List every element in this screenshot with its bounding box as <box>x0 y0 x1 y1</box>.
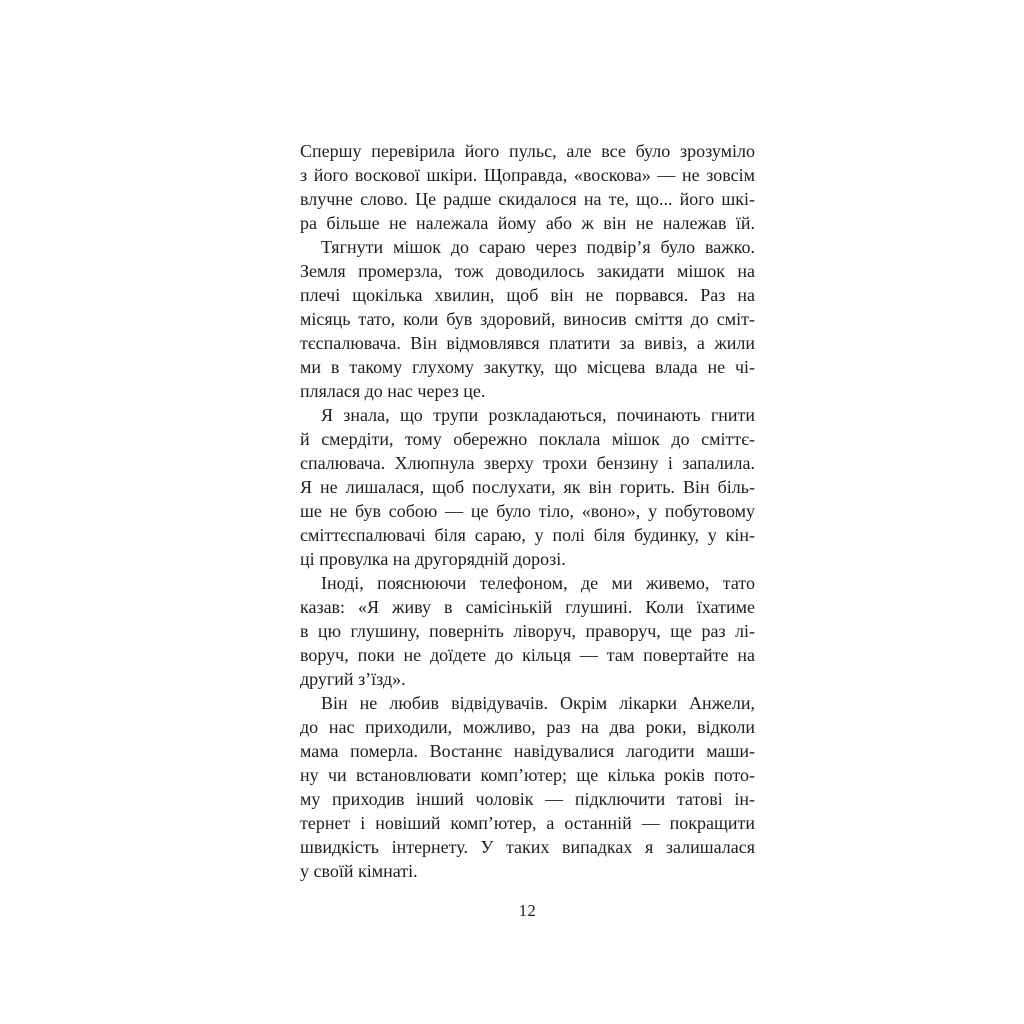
text-line: казав: «Я живу в самісінькій глушині. Коли їхатиме <box>300 597 755 617</box>
text-line: з його воскової шкіри. Щоправда, «воскова» — не зовсім <box>300 165 755 185</box>
text-line: Іноді, пояснюючи телефоном, де ми живемо, тато <box>321 573 755 593</box>
text-line: му приходив інший чоловік — підключити татові ін- <box>300 789 755 809</box>
text-line: ше не був собою — це було тіло, «воно», у побутовому <box>300 501 755 521</box>
text-line: Я знала, що трупи розкладаються, починають гнити <box>321 405 755 425</box>
text-line: у своїй кімнаті. <box>300 861 418 881</box>
text-line: спалювача. Хлюпнула зверху трохи бензину і запалила. <box>300 453 755 473</box>
text-line: швидкість інтернету. У таких випадках я залишалася <box>300 837 755 857</box>
text-line: Я не лишалася, щоб послухати, як він горить. Він біль- <box>300 477 755 497</box>
text-line: Земля промерзла, тож доводилось закидати мішок на <box>300 261 755 281</box>
text-line: до нас приходили, можливо, раз на два роки, відколи <box>300 717 755 737</box>
paragraph <box>300 235 755 403</box>
text-line: другий з’їзд». <box>300 669 406 689</box>
paragraph <box>300 691 755 883</box>
text-line: плялася до нас через це. <box>300 381 486 401</box>
text-line: місяць тато, коли був здоровий, виносив сміття до сміт- <box>300 309 755 329</box>
text-line: ми в такому глухому закутку, що місцева влада не чі- <box>300 357 755 377</box>
text-block <box>300 139 755 883</box>
paragraph <box>300 403 755 571</box>
text-line: тєспалювача. Він відмовлявся платити за вивіз, а жили <box>300 333 755 353</box>
text-line: в цю глушину, поверніть ліворуч, праворуч, ще раз лі- <box>300 621 755 641</box>
text-line: Він не любив відвідувачів. Окрім лікарки Анжели, <box>321 693 755 713</box>
text-line: ці провулка на другорядній дорозі. <box>300 549 566 569</box>
text-line: ра більше не належала йому або ж він не належав їй. <box>300 213 755 233</box>
text-line: ну чи встановлювати комп’ютер; ще кілька років пото- <box>300 765 755 785</box>
text-line: воруч, поки не доїдете до кільця — там повертайте на <box>300 645 755 665</box>
text-line: Спершу перевірила його пульс, але все було зрозуміло <box>300 141 755 161</box>
text-line: мама померла. Востаннє навідувалися лагодити маши- <box>300 741 755 761</box>
paragraph <box>300 139 755 235</box>
text-line: Тягнути мішок до сараю через подвір’я було важко. <box>321 237 755 257</box>
page-number: 12 <box>518 901 537 920</box>
text-line: влучне слово. Це радше скидалося на те, що... його шкі- <box>300 189 755 209</box>
text-line: й смердіти, тому обережно поклала мішок до сміттє- <box>300 429 755 449</box>
text-line: плечі щокілька хвилин, щоб він не порвався. Раз на <box>300 285 755 305</box>
paragraph <box>300 571 755 691</box>
text-line: тернет і новіший комп’ютер, а останній — покращити <box>300 813 755 833</box>
text-line: сміттєспалювачі біля сараю, у полі біля будинку, у кін- <box>300 525 755 545</box>
